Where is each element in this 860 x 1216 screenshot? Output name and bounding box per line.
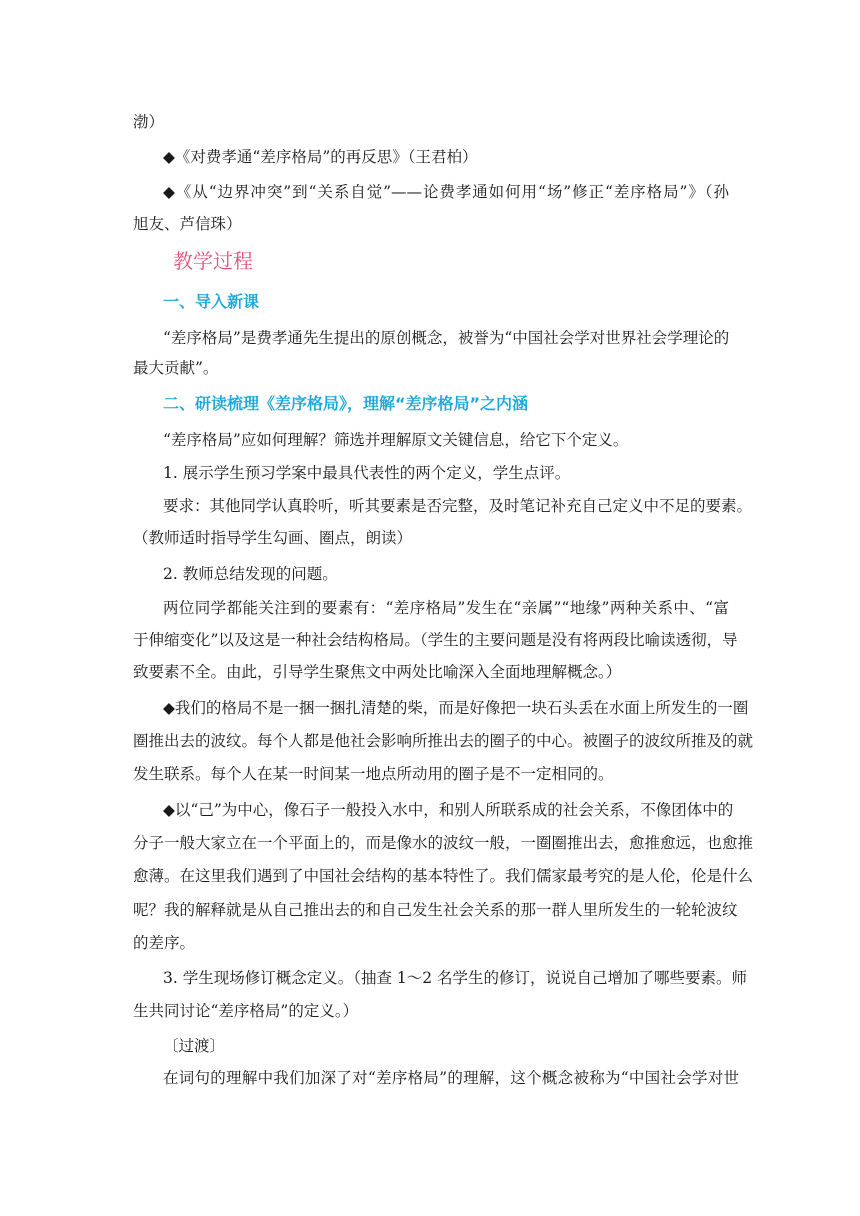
reference-item: ◆《从“边界冲突”到“关系自觉”——论费孝通如何用“场”修正“差序格局”》（孙	[163, 183, 729, 201]
heading-introduction: 一、导入新课	[163, 292, 260, 311]
paragraph-line: （教师适时指导学生勾画、圈点，朗读）	[133, 529, 413, 547]
paragraph-line: 最大贡献”。	[133, 359, 219, 377]
paragraph-line: 要求：其他同学认真聆听，听其要素是否完整，及时笔记补充自己定义中不足的要素。	[163, 497, 753, 515]
quote-line: 发生联系。每个人在某一时间某一地点所动用的圈子是不一定相同的。	[133, 765, 614, 783]
text-line: 渤）	[133, 113, 165, 131]
step-item: 2. 教师总结发现的问题。	[163, 565, 338, 583]
section-title: 教学过程	[173, 249, 253, 273]
paragraph-line: 生共同讨论“差序格局”的定义。）	[133, 1002, 359, 1020]
quote-line: ◆以“己”为中心，像石子一般投入水中，和别人所联系成的社会关系，不像团体中的	[163, 801, 734, 819]
quote-line: 分子一般大家立在一个平面上的，而是像水的波纹一般，一圈圈推出去，愈推愈远，也愈推	[133, 834, 754, 852]
quote-line: 呢？我的解释就是从自己推出去的和自己发生社会关系的那一群人里所发生的一轮轮波纹	[133, 901, 738, 919]
quote-line: ◆我们的格局不是一捆一捆扎清楚的柴，而是好像把一块石头丢在水面上所发生的一圈	[163, 699, 749, 717]
paragraph-line: “差序格局”应如何理解？筛选并理解原文关键信息，给它下个定义。	[163, 431, 629, 449]
heading-study: 二、研读梳理《差序格局》，理解“差序格局”之内涵	[163, 394, 529, 413]
paragraph-line: 两位同学都能关注到的要素有：“差序格局”发生在“亲属”“地缘”两种关系中、“富	[163, 599, 729, 617]
paragraph-line: 在词句的理解中我们加深了对“差序格局”的理解，这个概念被称为“中国社会学对世	[163, 1069, 739, 1087]
paragraph-line: 于伸缩变化”以及这是一种社会结构格局。（学生的主要问题是没有将两段比喻读透彻，导	[133, 631, 738, 649]
paragraph-line: 致要素不全。由此，引导学生聚焦文中两处比喻深入全面地理解概念。）	[133, 663, 622, 681]
quote-line: 的差序。	[133, 934, 196, 952]
step-item: 3. 学生现场修订概念定义。（抽查 1～2 名学生的修订，说说自己增加了哪些要素。师	[163, 969, 748, 987]
paragraph-line: “差序格局”是费孝通先生提出的原创概念，被誉为“中国社会学对世界社会学理论的	[163, 329, 730, 347]
reference-item: ◆《对费孝通“差序格局”的再反思》（王君柏）	[163, 148, 478, 166]
quote-line: 圈推出去的波纹。每个人都是他社会影响所推出去的圈子的中心。被圈子的波纹所推及的就	[133, 732, 754, 750]
transition-label: 〔过渡〕	[163, 1037, 226, 1055]
quote-line: 愈薄。在这里我们遇到了中国社会结构的基本特性了。我们儒家最考究的是人伦，伦是什么	[133, 867, 754, 885]
text-line: 旭友、芦信珠）	[133, 215, 242, 233]
step-item: 1. 展示学生预习学案中最具代表性的两个定义，学生点评。	[163, 464, 571, 482]
